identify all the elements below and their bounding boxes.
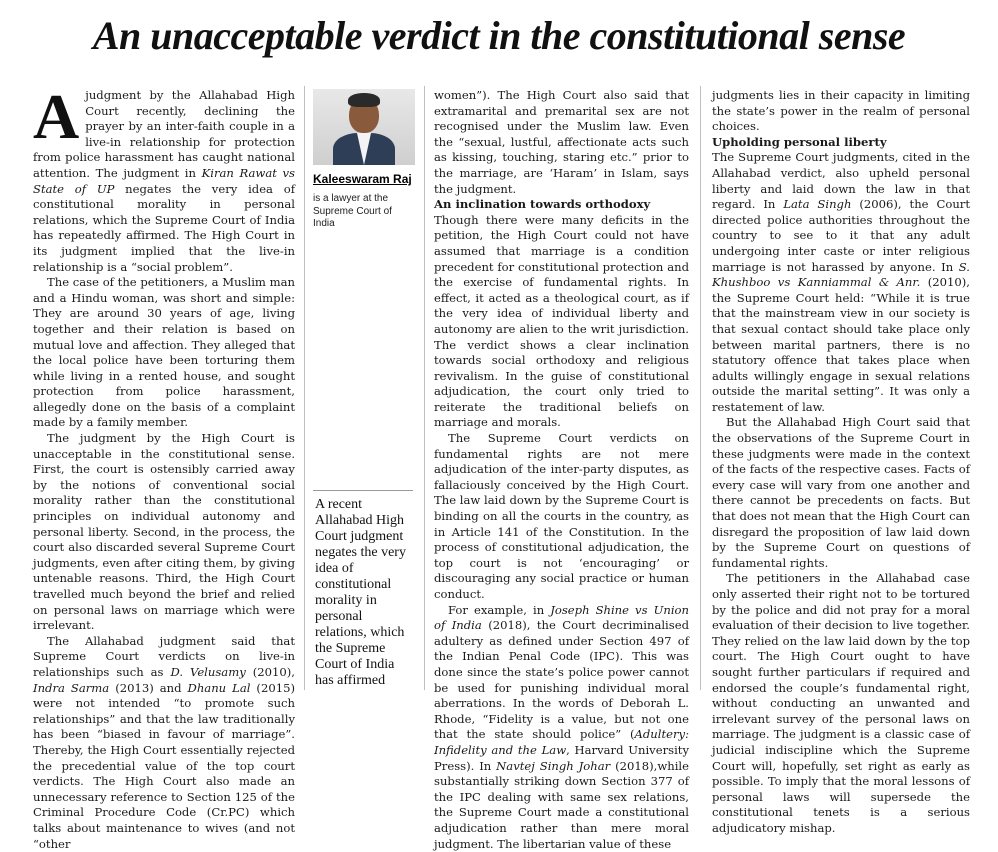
paragraph: The judgment by the High Court is unacceptable in the constitutional sense. First, the court is ostensibly carried away by the notions of conventional social morality rather than the constitutional principles on individual autonomy and personal liberty. Second, in the process, the court also discarded several Supreme Court judgments, even after citing them, by giving untenable reasons. Third, the High Court travelled much beyond the brief and relied on personal laws on marriage which were irrelevant.: [33, 431, 295, 633]
article-column-2: [434, 88, 689, 852]
author-photo: [313, 89, 415, 165]
column-divider: [424, 86, 425, 690]
headline: An unacceptable verdict in the constitutional sense: [92, 13, 906, 58]
column-divider: [304, 86, 305, 690]
article-column-3: [712, 88, 970, 837]
paragraph: The Supreme Court judgments, cited in the Allahabad verdict, also upheld personal liberty and laid down the law in that regard. In Lata Singh (2006), the Court directed police authorities throughout the country to see to it that any adult undergoing inter caste or inter religious marriage is not harassed by anyone. In S. Khushboo vs Kanniammal & Anr. (2010), the Supreme Court held: “While it is true that the mainstream view in our society is that sexual contact should take place only between marital partners, there is no statutory offence that takes place when adults willingly engage in sexual relations outside the marital setting”. It was only a restatement of law.: [712, 150, 970, 414]
case-name: Indra Sarma: [33, 680, 110, 695]
book-title: Adultery: Infidelity and the Law: [434, 727, 689, 757]
paragraph: women”). The High Court also said that extramarital and premarital sex are not recognised under the Muslim law. Even the “sexual, lustful, affectionate acts such as kissing, touching, staring etc.” prior to the marriage, are ‘Haram’ in Islam, says the judgment.: [434, 88, 689, 196]
paragraph: judgments lies in their capacity in limiting the state’s power in the realm of personal choices.: [712, 88, 970, 134]
paragraph: For example, in Joseph Shine vs Union of India (2018), the Court decriminalised adultery as defined under Section 497 of the Indian Penal Code (IPC). This was done since the state’s police power cannot be used for punishing individual moral aberrations. In the words of Deborah L. Rhode, “Fidelity is a value, but not one that the state should police” (Adultery: Infidelity and the Law, Harvard University Press). In Navtej Singh Johar (2018),while substantially striking down Section 377 of the IPC dealing with same sex relations, the Supreme Court made a constitutional adjudication rather than mere moral judgment. The libertarian value of these: [434, 602, 689, 851]
case-name: Joseph Shine vs Union of India: [434, 602, 689, 633]
paragraph: Ajudgment by the Allahabad High Court recently, declining the prayer by an inter-faith couple in a live-in relationship for protection from police harassment has caught national attention. The judgment in Kiran Rawat vs State of UP negates the very idea of constitutional morality in personal relations, which the Supreme Court of India has repeatedly affirmed. The High Court in its judgment implied that the live-in relationship is a “social problem”.: [33, 81, 295, 274]
paragraph: Though there were many deficits in the petition, the High Court could not have assumed that marriage is a condition precedent for constitutional protection and the exercise of fundamental rights. In effect, it acted as a theological court, as if the very idea of individual liberty and autonomy are alien to the writ jurisdiction. The verdict shows a clear inclination towards social orthodoxy and religious revivalism. In the guise of constitutional adjudication, the court only tried to reiterate the traditional beliefs on marriage and morals.: [434, 212, 689, 430]
case-name: D. Velusamy: [170, 664, 246, 679]
pullquote-rule: [313, 490, 413, 491]
paragraph: But the Allahabad High Court said that the observations of the Supreme Court in these judgments were made in the context of the facts of the respective cases. Facts of every case will vary from one another and there cannot be precedents on facts. But that does not mean that the High Court can disregard the proposition of law laid down by the Supreme Court on questions of fundamental rights.: [712, 415, 970, 570]
pullquote: A recent Allahabad High Court judgment negates the very idea of constitutional morality in personal relations, which the Supreme Court of India has affirmed: [315, 497, 406, 688]
case-name: Kiran Rawat vs State of UP: [33, 165, 295, 196]
subheading: An inclination towards orthodoxy: [434, 197, 651, 212]
case-name: Navtej Singh Johar: [496, 758, 611, 773]
article-column-1: [33, 81, 295, 852]
case-name: Dhanu Lal: [187, 680, 251, 695]
column-divider: [700, 86, 701, 690]
paragraph: The Allahabad judgment said that Supreme Court verdicts on live-in relationships such as D. Velusamy (2010), Indra Sarma (2013) and Dhanu Lal (2015) were not intended “to promote such relationships” and that the law traditionally has been “biased in favour of marriage”. Thereby, the High Court essentially rejected the precedential value of the top court verdicts. The High Court also made an unnecessary reference to Section 125 of the Criminal Procedure Code (Cr.PC) which talks about maintenance to wives (and not “other: [33, 633, 295, 851]
author-name: Kaleeswaram Raj: [313, 172, 412, 186]
case-name: S. Khushboo vs Kanniammal & Anr.: [712, 259, 970, 290]
drop-cap: A: [33, 81, 80, 152]
author-description: is a lawyer at the Supreme Court of India: [313, 193, 392, 229]
case-name: Lata Singh: [783, 197, 852, 212]
paragraph: The Supreme Court verdicts on fundamental rights are not mere adjudication of the inter-party disputes, as fallaciously conceived by the High Court. The law laid down by the Supreme Court is binding on all the courts in the country, as in Article 141 of the Constitution. In the process of constitutional adjudication, the top court is not ‘encouraging’ or discouraging any social practice or human conduct.: [434, 431, 689, 601]
paragraph: The petitioners in the Allahabad case only asserted their right not to be tortured by the police and did not pray for a moral evaluation of their decision to live together. They relied on the law laid down by the top court. The High Court ought to have sought further particulars if required and endorsed the couple’s fundamental right, without conducting an unwanted and irrelevant survey of the personal laws on marriage. The judgment is a classic case of judicial indiscipline which the Supreme Court will, hopefully, set right as early as possible. To imply that the moral lessons of personal laws will supersede the constitutional tenets is a serious adjudicatory mishap.: [712, 571, 970, 835]
paragraph: The case of the petitioners, a Muslim man and a Hindu woman, was short and simple: They are around 30 years of age, living together and their relation is based on mutual love and affection. They alleged that the local police have been torturing them while living in a rented house, and sought protection from police harassment, allegedly done on the basis of a complaint made by a family member.: [33, 275, 295, 430]
subheading: Upholding personal liberty: [712, 134, 887, 149]
